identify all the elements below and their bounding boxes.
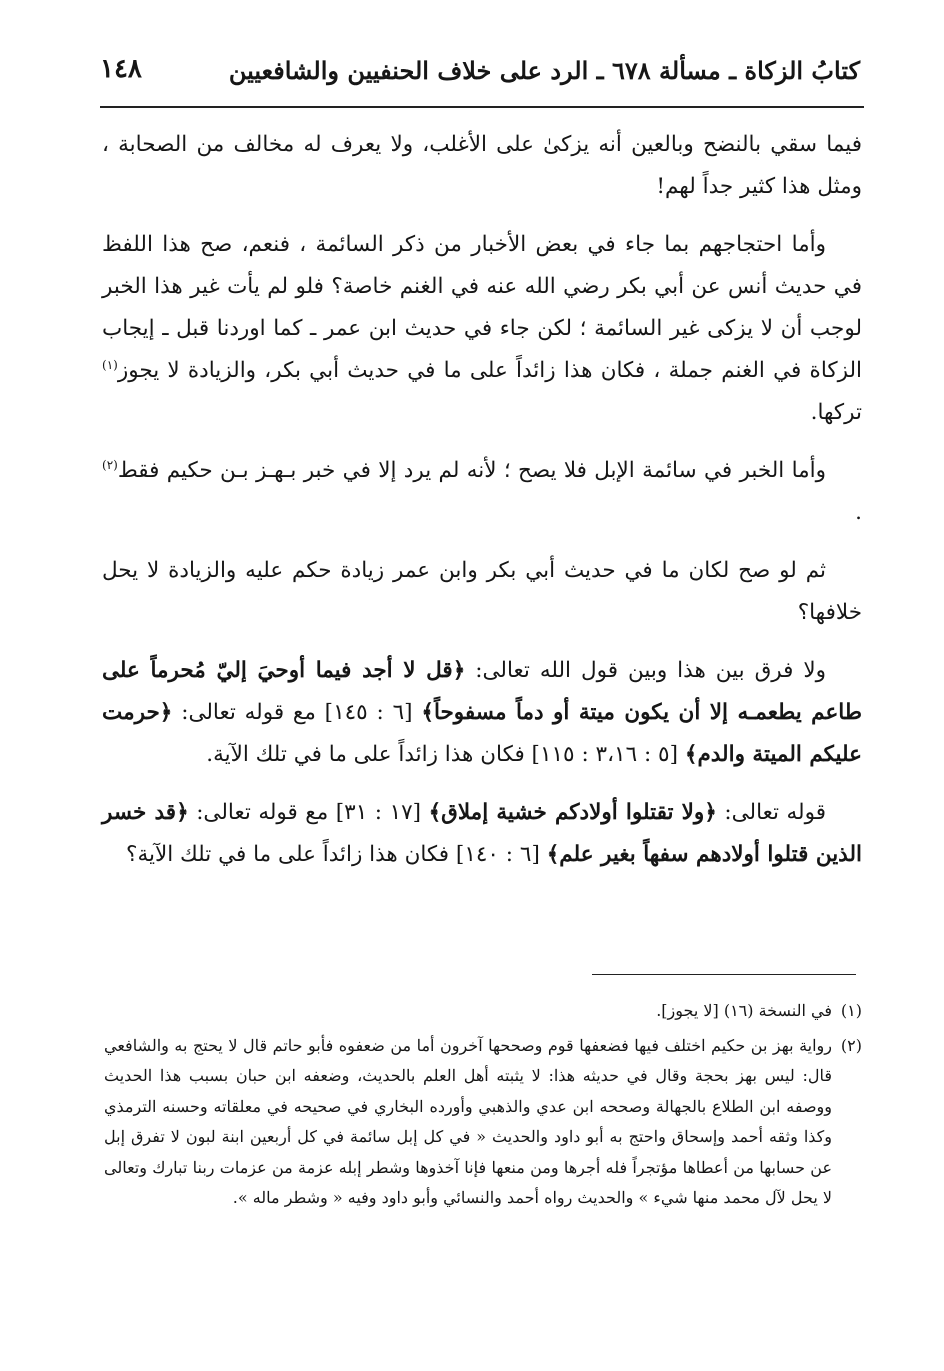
paragraph-2-text: وأما احتجاجهم بما جاء في بعض الأخبار من ذكر السائمة ، فنعم، صح هذا اللفظ في حديث أنس عن أبي بكر رضي الله عنه في الغنم خاصة؟ فلو لم يأت غير هذا الخبر لوجب أن لا يزكى غير السائمة ؛ لكن جاء في حديث ابن عمر ـ كما اوردنا قبل ـ إيجاب الزكاة في الغنم جملة ، فكان هذا زائداً على ما في حديث أبي بكر، والزيادة لا يجوز: [102, 232, 862, 383]
paragraph-2: [102, 224, 862, 434]
paragraph-6-text: قوله تعالى:: [716, 800, 826, 825]
paragraph-2-end: تركها.: [810, 400, 862, 425]
quran-quote: ﴿حرمت عليكم الميتة والدم﴾: [102, 700, 862, 767]
paragraph-3-text: وأما الخبر في سائمة الإبل فلا يصح ؛ لأنه لم يرد إلا في خبر بـهـز بـن حكيم فقط: [117, 458, 826, 483]
footnote-2: [104, 1031, 862, 1214]
verse-reference: [٥ : ٣،١٦ : ١١٥] فكان هذا زائداً على ما في تلك الآية.: [206, 742, 685, 767]
footnote-text: في النسخة (١٦) [لا يجوز].: [656, 1001, 832, 1020]
footnote-text: رواية بهز بن حكيم اختلف فيها فضعفها قوم وصححها آخرون أما من ضعفوه فأبو حاتم قال لا يحتج به والشافعي قال: ليس بهز بحجة وقال في حديثه هذا: لا يثبته أهل العلم بالحديث، وضعفه ابن حبان بسبب هذا الحديث ووصفه ابن الطلاع بالجهالة وصححه ابن عدي والذهبي وأورده البخاري في صحيحه في معلقاته وحسنه الترمذي وكذا وثقه أحمد وإسحاق واحتج به أبو داود والحديث « في كل إبل سائمة في كل أربعين ابنة لبون لا تفرق إبل عن حسابها من أعطاها مؤتجراً فله أجرها ومن منعها فإنا آخذوها وشطر إبله عزمة من عزمات ربنا تبارك وتعالى لا يحل لآل محمد منها شيء » والحديث رواه أحمد والنسائي وأبو داود وفيه « وشطر ماله ».: [104, 1035, 833, 1207]
footnote-divider: [592, 974, 856, 975]
footnote-ref-2[interactable]: (٢): [102, 457, 118, 472]
footnote-number: (٢): [840, 1035, 862, 1055]
header-divider: [100, 106, 864, 108]
quran-quote: ﴿قل لا أجد فيما أوحيَ إليّ مُحرماً على طاعم يطعمـه إلا أن يكون ميتة أو دماً مسفوحاً﴾: [102, 658, 862, 725]
footnote-ref-1[interactable]: (١): [102, 357, 118, 372]
paragraph-5: [102, 650, 862, 776]
footnote-1: [104, 996, 862, 1027]
verse-reference: [٦ : ١٤٥] مع قوله تعالى:: [172, 700, 422, 725]
quran-quote: ﴿ولا تقتلوا أولادكم خشية إملاق﴾: [428, 800, 717, 825]
paragraph-4: ثم لو صح لكان ما في حديث أبي بكر وابن عمر زيادة حكم عليه والزيادة لا يحل خلافها؟: [102, 558, 862, 625]
paragraph-1: فيما سقي بالنضح وبالعين أنه يزكىٰ على الأغلب، ولا يعرف له مخالف من الصحابة ، ومثل هذا كثير جداً لهم!: [102, 132, 862, 199]
paragraph-6: [102, 792, 862, 876]
footnotes: [104, 996, 862, 1218]
running-title: كتابُ الزكاة ـ مسألة ٦٧٨ ـ الرد على خلاف الحنفيين والشافعيين: [228, 56, 860, 85]
paragraph-3-end: .: [855, 500, 862, 525]
verse-reference: [٦ : ١٤٠] فكان هذا زائداً على ما في تلك الآية؟: [126, 842, 547, 867]
main-text: [102, 124, 862, 888]
paragraph-5-text: ولا فرق بين هذا وبين قول الله تعالى:: [465, 658, 827, 683]
verse-reference: [١٧ : ٣١] مع قوله تعالى:: [188, 800, 429, 825]
paragraph-3: [102, 450, 862, 534]
page-number: ١٤٨: [100, 54, 142, 84]
footnote-number: (١): [840, 1001, 862, 1020]
quran-quote: ﴿قد خسر الذين قتلوا أولادهم سفهاً بغير علم﴾: [102, 800, 862, 867]
page-header: [100, 52, 860, 98]
